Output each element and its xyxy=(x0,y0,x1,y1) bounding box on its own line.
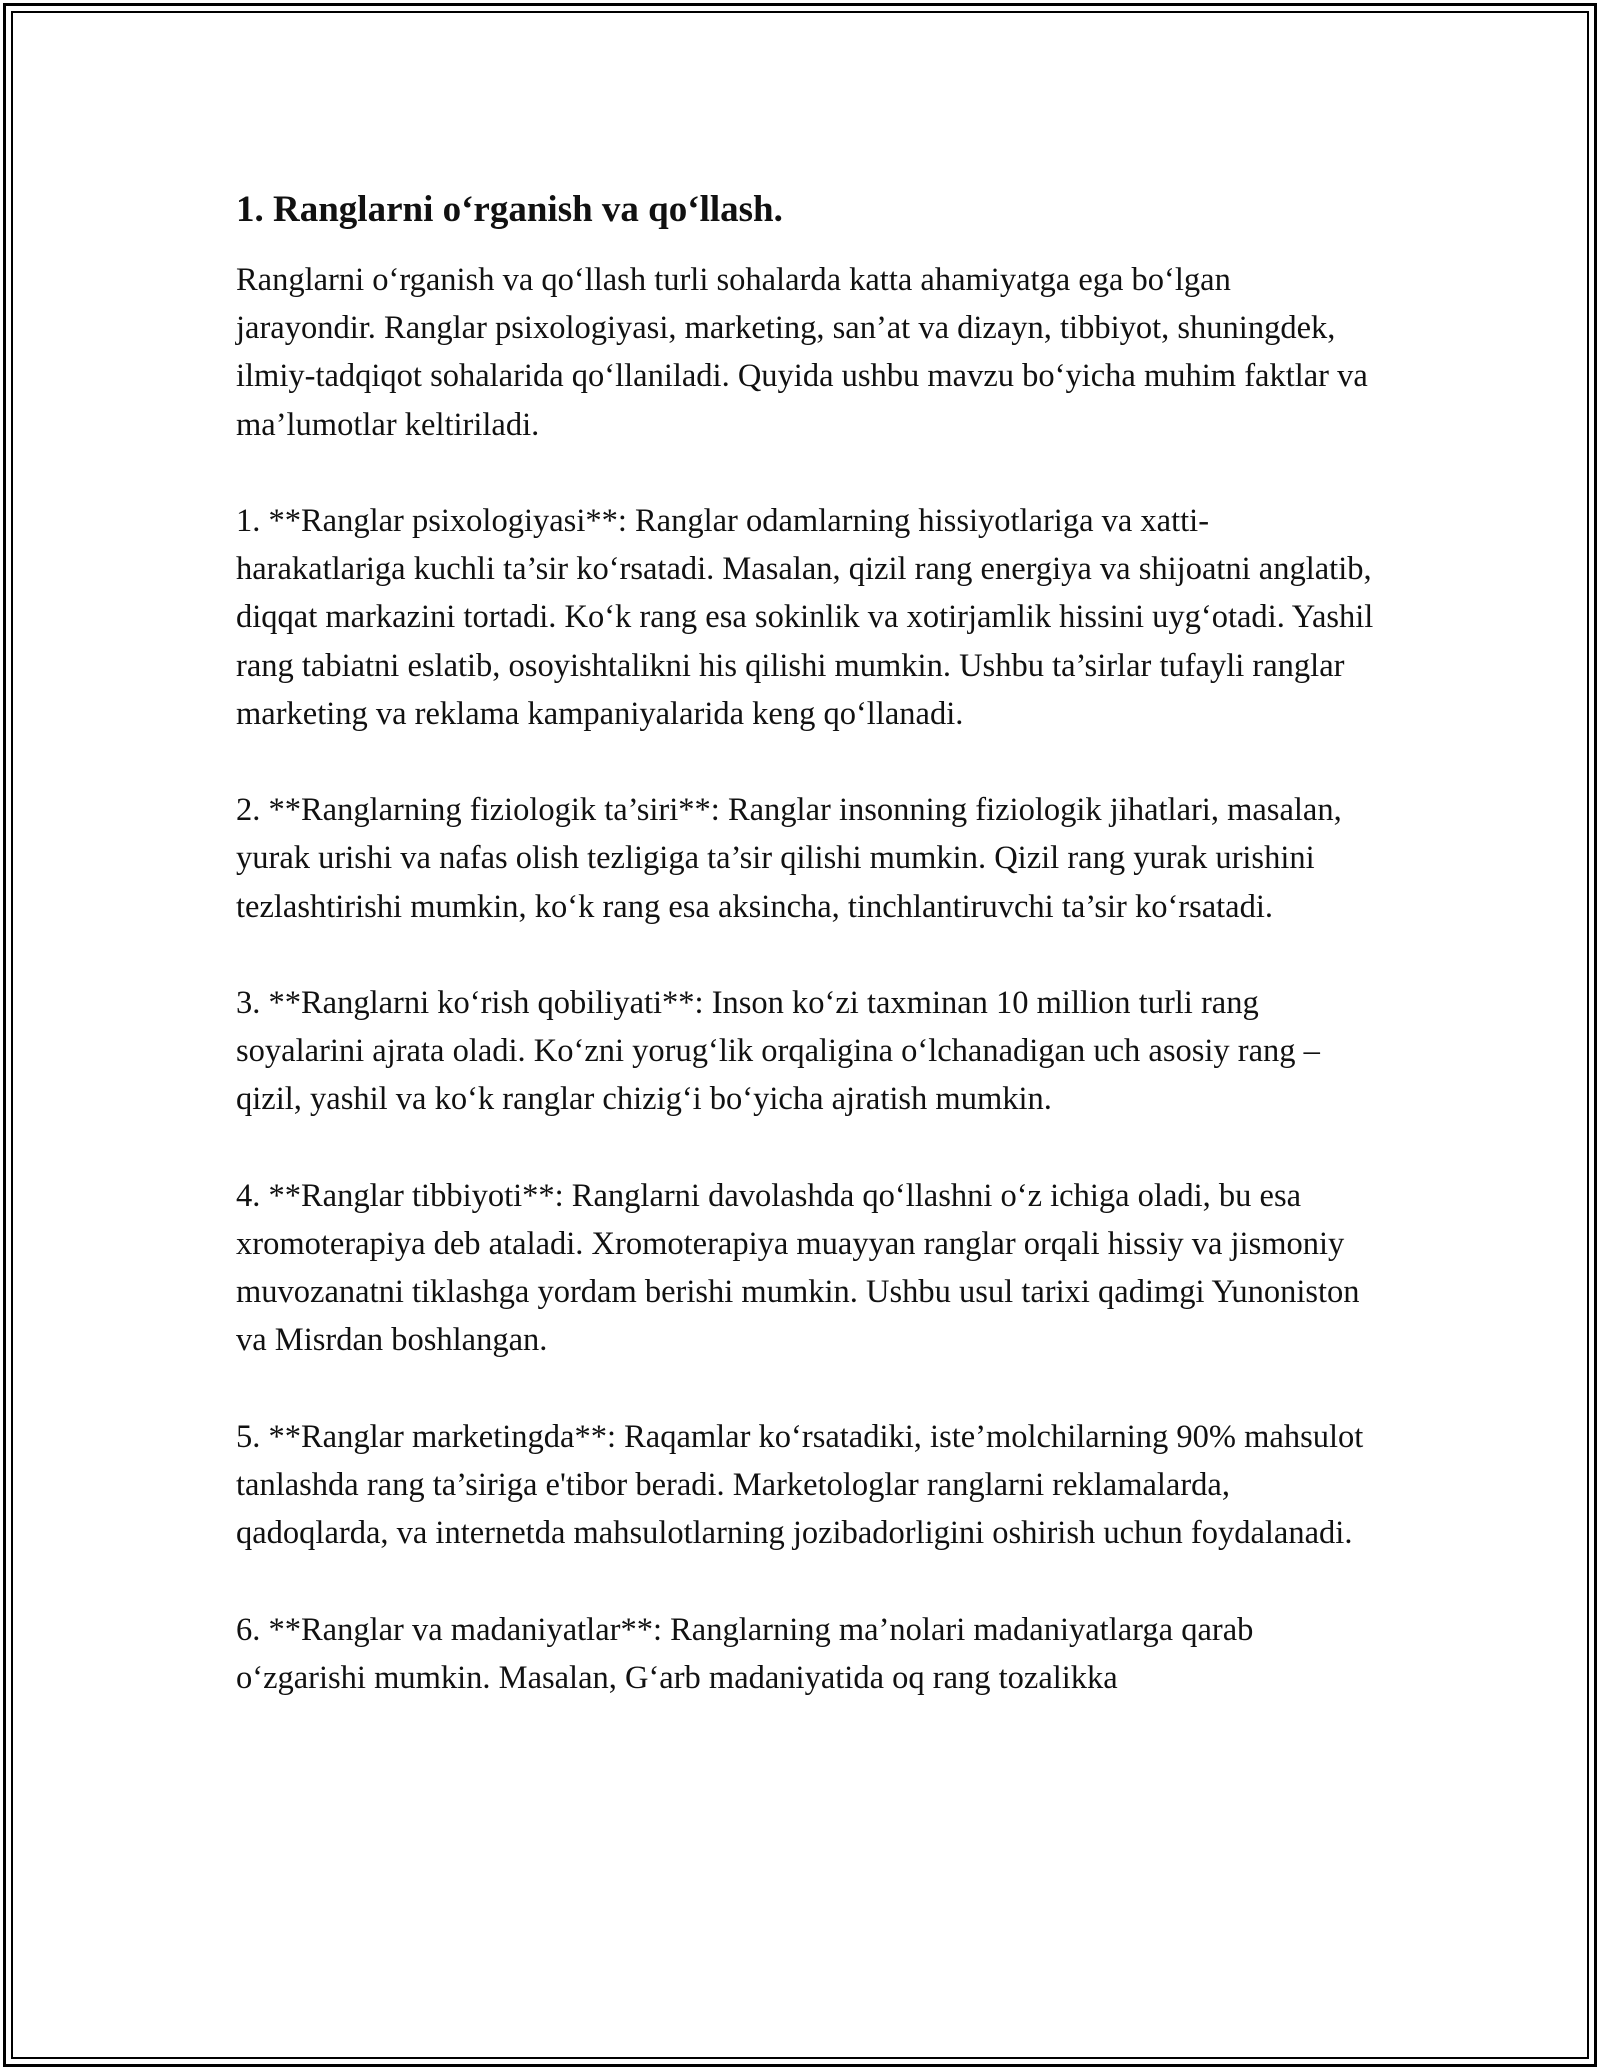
point-4-paragraph: 4. **Ranglar tibbiyoti**: Ranglarni davolashda qo‘llashni o‘z ichiga oladi, bu esa xromoterapiya deb ataladi. Xromoterapiya muayyan ranglar orqali hissiy va jismoniy muvozanatni tiklashga yordam berishi mumkin. Ushbu usul tarixi qadimgi Yunoniston va Misrdan boshlangan. xyxy=(236,1177,1360,1359)
point-1-paragraph: 1. **Ranglar psixologiyasi**: Ranglar odamlarning hissiyotlariga va xatti-harakatlariga kuchli ta’sir ko‘rsatadi. Masalan, qizil rang energiya va shijoatni anglatib, diqqat markazini tortadi. Ko‘k rang esa sokinlik va xotirjamlik hissini uyg‘otadi. Yashil rang tabiatni eslatib, osoyishtalikni his qilishi mumkin. Ushbu ta’sirlar tufayli ranglar marketing va reklama kampaniyalarida keng qo‘llanadi. xyxy=(236,503,1374,732)
intro-paragraph: Ranglarni o‘rganish va qo‘llash turli sohalarda katta ahamiyatga ega bo‘lgan jarayondir. Ranglar psixologiyasi, marketing, san’at va dizayn, tibbiyot, shuningdek, ilmiy-tadqiqot sohalarida qo‘llaniladi. Quyida ushbu mavzu bo‘yicha muhim faktlar va ma’lumotlar keltiriladi. xyxy=(236,262,1368,443)
point-2-paragraph: 2. **Ranglarning fiziologik ta’siri**: Ranglar insonning fiziologik jihatlari, masalan, yurak urishi va nafas olish tezligiga ta’sir qilishi mumkin. Qizil rang yurak urishini tezlashtirishi mumkin, ko‘k rang esa aksincha, tinchlantiruvchi ta’sir ko‘rsatadi. xyxy=(236,792,1342,925)
document-body xyxy=(236,186,1376,1750)
point-5-paragraph: 5. **Ranglar marketingda**: Raqamlar ko‘rsatadiki, iste’molchilarning 90% mahsulot tanlashda rang ta’siriga e'tibor beradi. Marketologlar ranglarni reklamalarda, qadoqlarda, va internetda mahsulotlarning jozibadorligini oshirish uchun foydalanadi. xyxy=(236,1418,1364,1552)
point-3-paragraph: 3. **Ranglarni ko‘rish qobiliyati**: Inson ko‘zi taxminan 10 million turli rang soyalarini ajrata oladi. Ko‘zni yorug‘lik orqaligina o‘lchanadigan uch asosiy rang – qizil, yashil va ko‘k ranglar chizig‘i bo‘yicha ajratish mumkin. xyxy=(236,985,1320,1118)
document-title: 1. Ranglarni o‘rganish va qo‘llash. xyxy=(236,189,783,230)
point-6-paragraph: 6. **Ranglar va madaniyatlar**: Ranglarning ma’nolari madaniyatlarga qarab o‘zgarishi mumkin. Masalan, G‘arb madaniyatida oq rang tozalikka xyxy=(236,1611,1254,1696)
